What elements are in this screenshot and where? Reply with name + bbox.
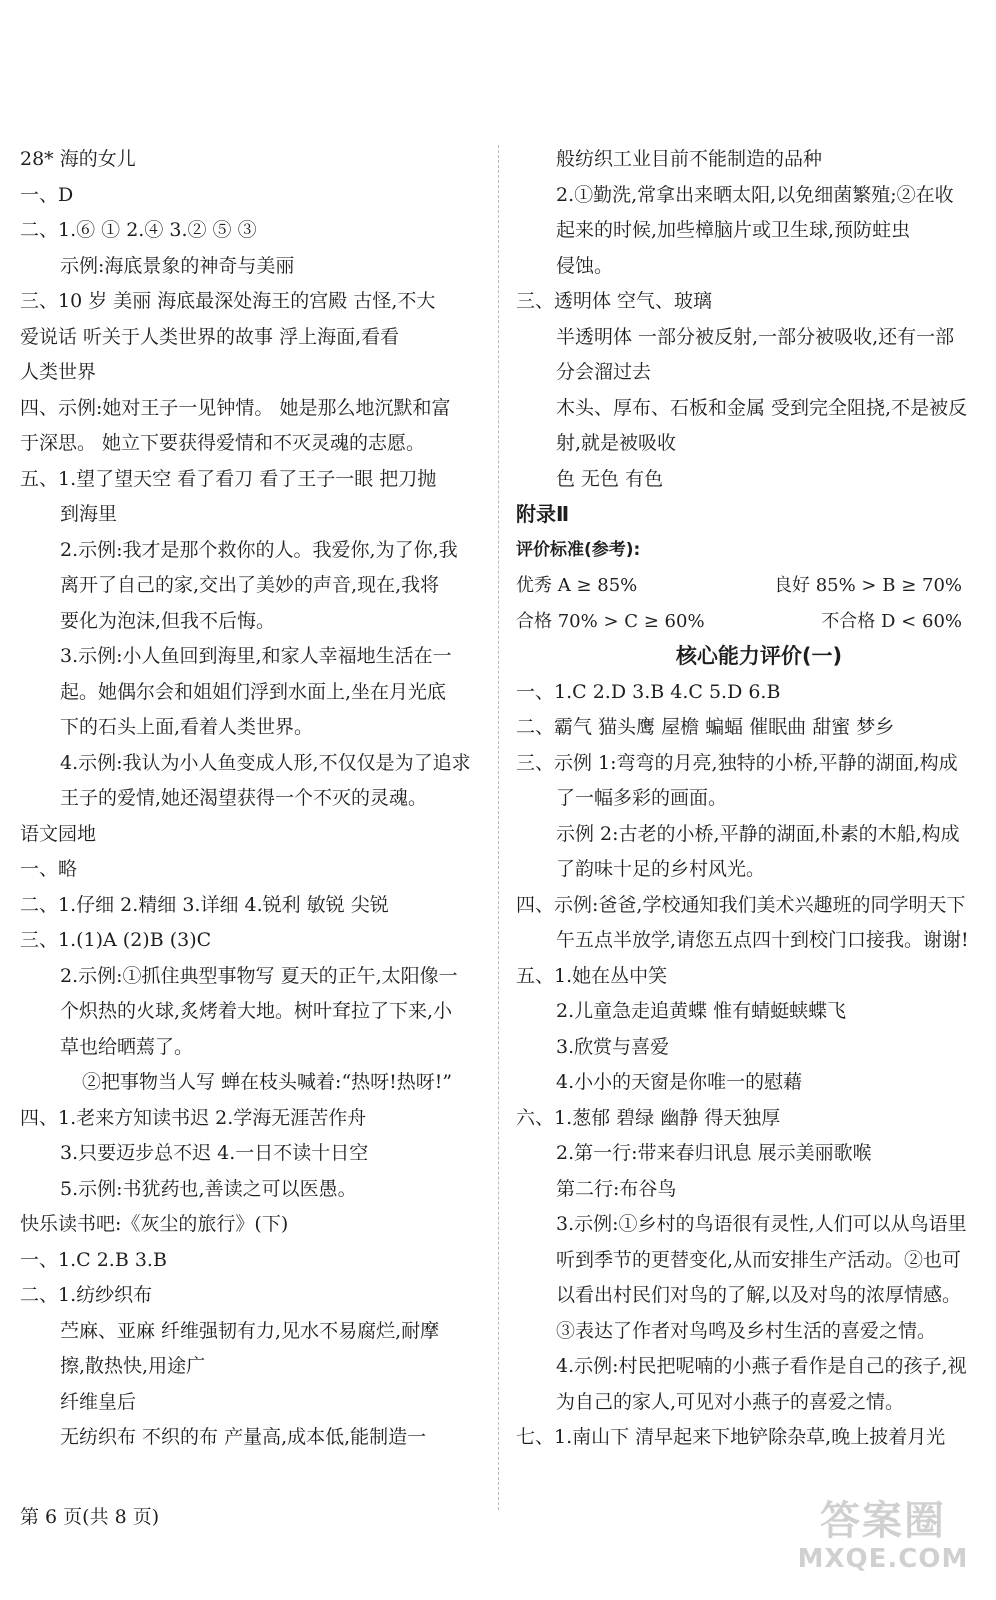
answer-line: 分会溜过去 (556, 361, 652, 383)
answer-line: 半透明体 一部分被反射,一部分被吸收,还有一部 (556, 325, 955, 348)
answer-line: 5.示例:书犹药也,善读之可以医愚。 (60, 1177, 357, 1200)
answer-line: 2.第一行:带来春归讯息 展示美丽歌喉 (556, 1142, 872, 1164)
watermark-url: MXQE.COM (797, 1544, 969, 1574)
answer-line: 三、示例 1:弯弯的月亮,独特的小桥,平静的湖面,构成 (516, 751, 958, 774)
site-watermark-logo (788, 1498, 978, 1578)
answer-line: 3.示例:小人鱼回到海里,和家人幸福地生活在一 (60, 645, 452, 667)
column-divider (498, 145, 499, 1510)
answer-line: 要化为泡沫,但我不后悔。 (60, 609, 276, 632)
grade-criterion: 合格 70% > C ≥ 60% (516, 610, 705, 632)
answer-line: 午五点半放学,请您五点四十到校门口接我。谢谢! (556, 929, 969, 951)
answer-line: 四、1.老来方知读书迟 2.学海无涯苦作舟 (20, 1106, 367, 1129)
left-column (20, 142, 482, 1456)
answer-line: 一、1.C 2.B 3.B (20, 1248, 167, 1271)
answer-line: 到海里 (60, 503, 118, 525)
answer-line: 语文园地 (20, 822, 97, 845)
section-heading: 附录Ⅱ (516, 502, 570, 526)
answer-line: 离开了自己的家,交出了美妙的声音,现在,我将 (60, 574, 440, 596)
answer-line: 以看出村民们对鸟的了解,以及对鸟的浓厚情感。 (556, 1284, 962, 1306)
answer-line: ③表达了作者对鸟鸣及乡村生活的喜爱之情。 (556, 1319, 937, 1342)
answer-line: 侵蚀。 (556, 254, 614, 277)
answer-line: 4.示例:我认为小人鱼变成人形,不仅仅是为了追求 (60, 751, 471, 774)
grade-criterion: 不合格 D < 60% (821, 610, 962, 632)
answer-line: 了一幅多彩的画面。 (556, 787, 728, 809)
answer-line: 3.示例:①乡村的鸟语很有灵性,人们可以从鸟语里 (556, 1213, 967, 1235)
grade-criterion: 良好 85% > B ≥ 70% (773, 575, 962, 596)
answer-line: 二、1.⑥ ① 2.④ 3.② ⑤ ③ (20, 219, 257, 241)
answer-line: 人类世界 (20, 361, 97, 383)
answer-line: ②把事物当人写 蝉在枝头喊着:“热呀!热呀!” (82, 1071, 453, 1093)
section-subheading: 评价标准(参考): (516, 539, 641, 560)
grade-criteria-row (516, 568, 982, 604)
answer-line: 下的石头上面,看着人类世界。 (60, 716, 314, 738)
grade-criteria-row (516, 604, 982, 640)
answer-line: 一、略 (20, 858, 78, 880)
answer-line: 起来的时候,加些樟脑片或卫生球,预防蛀虫 (556, 219, 911, 241)
answer-line: 快乐读书吧:《灰尘的旅行》(下) (20, 1213, 289, 1235)
answer-line: 三、透明体 空气、玻璃 (516, 290, 713, 312)
answer-line: 了韵味十足的乡村风光。 (556, 858, 766, 880)
answer-line: 个炽热的火球,炙烤着大地。树叶耷拉了下来,小 (60, 1000, 453, 1022)
answer-line: 五、1.她在丛中笑 (516, 964, 668, 987)
answer-line: 四、示例:爸爸,学校通知我们美术兴趣班的同学明天下 (516, 893, 966, 916)
answer-line: 射,就是被吸收 (556, 432, 677, 454)
answer-line: 三、10 岁 美丽 海底最深处海王的宫殿 古怪,不大 (20, 290, 436, 312)
answer-line: 爱说话 听关于人类世界的故事 浮上海面,看看 (20, 325, 400, 348)
answer-line: 2.示例:我才是那个救你的人。我爱你,为了你,我 (60, 538, 458, 561)
answer-line: 三、1.(1)A (2)B (3)C (20, 929, 212, 951)
answer-line: 28* 海的女儿 (20, 148, 136, 170)
page-number: 第 6 页(共 8 页) (20, 1506, 160, 1528)
answer-line: 纤维皇后 (60, 1390, 137, 1413)
grade-criterion: 优秀 A ≥ 85% (516, 575, 638, 596)
answer-line: 无纺织布 不织的布 产量高,成本低,能制造一 (60, 1426, 427, 1448)
answer-line: 苎麻、亚麻 纤维强韧有力,见水不易腐烂,耐摩 (60, 1319, 440, 1342)
answer-line: 色 无色 有色 (556, 467, 664, 490)
answer-line: 六、1.葱郁 碧绿 幽静 得天独厚 (516, 1106, 781, 1129)
answer-line: 3.只要迈步总不迟 4.一日不读十日空 (60, 1142, 369, 1164)
answer-line: 为自己的家人,可见对小燕子的喜爱之情。 (556, 1390, 905, 1413)
answer-line: 二、1.纺纱织布 (20, 1284, 153, 1306)
watermark-text: 答案圈 (820, 1498, 946, 1544)
answer-line: 一、1.C 2.D 3.B 4.C 5.D 6.B (516, 680, 781, 703)
answer-line: 4.小小的天窗是你唯一的慰藉 (556, 1071, 803, 1093)
answer-line: 擦,散热快,用途广 (60, 1355, 206, 1377)
answer-line: 般纺织工业目前不能制造的品种 (556, 148, 823, 170)
answer-line: 第二行:布谷鸟 (556, 1177, 677, 1200)
answer-line: 一、D (20, 183, 74, 206)
answer-line: 草也给晒蔫了。 (60, 1035, 194, 1058)
answer-line: 2.①勤洗,常拿出来晒太阳,以免细菌繁殖;②在收 (556, 183, 954, 206)
answer-line: 示例 2:古老的小桥,平静的湖面,朴素的木船,构成 (556, 822, 960, 845)
answer-line: 二、霸气 猫头鹰 屋檐 蝙蝠 催眠曲 甜蜜 梦乡 (516, 716, 895, 738)
answer-line: 2.示例:①抓住典型事物写 夏天的正午,太阳像一 (60, 964, 458, 987)
answer-line: 3.欣赏与喜爱 (556, 1035, 670, 1058)
answer-line: 木头、厚布、石板和金属 受到完全阻挠,不是被反 (556, 396, 968, 419)
answer-line: 起。她偶尔会和姐姐们浮到水面上,坐在月光底 (60, 680, 447, 703)
answer-line: 二、1.仔细 2.精细 3.详细 4.锐利 敏锐 尖锐 (20, 893, 389, 916)
answer-line: 五、1.望了望天空 看了看刀 看了王子一眼 把刀抛 (20, 467, 437, 490)
answer-line: 示例:海底景象的神奇与美丽 (60, 254, 295, 277)
answer-line: 于深思。 她立下要获得爱情和不灭灵魂的志愿。 (20, 432, 426, 454)
answer-line: 听到季节的更替变化,从而安排生产活动。②也可 (556, 1248, 962, 1271)
answer-line: 2.儿童急走追黄蝶 惟有蜻蜓蛱蝶飞 (556, 1000, 847, 1022)
answer-line: 4.示例:村民把呢喃的小燕子看作是自己的孩子,视 (556, 1355, 967, 1377)
answer-line: 王子的爱情,她还渴望获得一个不灭的灵魂。 (60, 787, 428, 809)
answer-line: 四、示例:她对王子一见钟情。 她是那么地沉默和富 (20, 396, 451, 419)
assessment-title: 核心能力评价(一) (675, 644, 843, 668)
right-column (516, 142, 982, 1456)
answer-line: 七、1.南山下 清早起来下地铲除杂草,晚上披着月光 (516, 1426, 946, 1448)
